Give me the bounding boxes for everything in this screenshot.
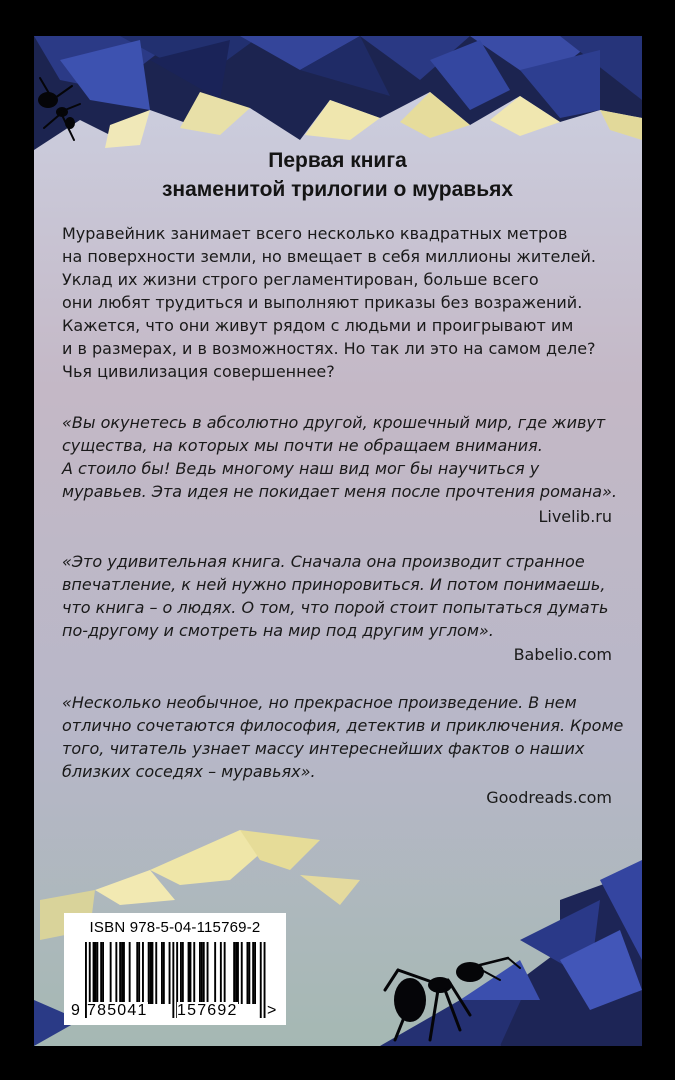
barcode-bar xyxy=(248,942,250,1004)
description-line: на поверхности земли, но вмещает в себя миллионы жителей. xyxy=(62,247,596,266)
barcode-bar xyxy=(142,942,144,1004)
barcode-bar xyxy=(121,942,123,1004)
barcode-bar xyxy=(199,942,201,1004)
heading-line-1: Первая книга xyxy=(268,149,407,172)
barcode-bar xyxy=(182,942,184,1004)
review-quote-3 xyxy=(62,691,622,783)
barcode-bar xyxy=(115,942,117,1004)
review-source-2: Babelio.com xyxy=(513,645,612,664)
barcode-bar xyxy=(102,942,104,1004)
heading-line-2: знаменитой трилогии о муравьях xyxy=(161,178,514,201)
barcode-digit-group-left: 785041 xyxy=(87,1002,148,1019)
barcode-quiet-zone-marker: > xyxy=(267,1002,278,1019)
barcode-lead-digit: 9 xyxy=(71,1002,82,1019)
barcode-bar xyxy=(254,942,256,1004)
description-line: Чья цивилизация совершеннее? xyxy=(62,362,335,381)
barcode-guard-bar xyxy=(172,942,174,1018)
barcode-bar xyxy=(207,942,209,1004)
barcode-bar xyxy=(233,942,235,1004)
barcode-bar xyxy=(161,942,163,1004)
barcode-bar xyxy=(93,942,95,1004)
barcode-bar xyxy=(201,942,203,1004)
quote-line: того, читатель узнает массу интереснейших фактов о наших xyxy=(62,739,585,758)
barcode-bar xyxy=(119,942,121,1004)
review-source-3: Goodreads.com xyxy=(486,788,612,807)
isbn-label: ISBN 978-5-04-115769-2 xyxy=(89,919,261,936)
barcode-bar xyxy=(152,942,154,1004)
quote-line: А стоило бы! Ведь многому наш вид мог бы научиться у xyxy=(62,459,540,478)
barcode-bar xyxy=(214,942,216,1004)
barcode-guard-bar xyxy=(260,942,262,1018)
quote-line: близких соседях – муравьях». xyxy=(62,762,316,781)
cover-heading xyxy=(0,146,675,204)
barcode-guard-bar xyxy=(264,942,266,1018)
barcode-bar xyxy=(241,942,243,1004)
barcode-bar xyxy=(163,942,165,1004)
barcode-bar xyxy=(188,942,190,1004)
barcode-bar xyxy=(100,942,102,1004)
barcode-bar xyxy=(237,942,239,1004)
review-quote-2 xyxy=(62,550,622,642)
barcode-bar xyxy=(123,942,125,1004)
barcode-bar xyxy=(247,942,249,1004)
barcode-bar xyxy=(129,942,131,1004)
quote-line: муравьев. Эта идея не покидает меня после прочтения романа». xyxy=(62,482,617,501)
quote-line: «Это удивительная книга. Сначала она производит странное xyxy=(62,552,585,571)
barcode-bar xyxy=(169,942,171,1004)
barcode-bar xyxy=(136,942,138,1004)
description-line: Уклад их жизни строго регламентирован, больше всего xyxy=(62,270,539,289)
barcode-bar xyxy=(110,942,112,1004)
review-quote-1 xyxy=(62,411,622,503)
quote-line: «Вы окунетесь в абсолютно другой, крошечный мир, где живут xyxy=(62,413,606,432)
description-line: Муравейник занимает всего несколько квадратных метров xyxy=(62,224,568,243)
quote-line: «Несколько необычное, но прекрасное произведение. В нем xyxy=(62,693,577,712)
description-line: они любят трудиться и выполняют приказы без возражений. xyxy=(62,293,583,312)
quote-line: что книга – о людях. О том, что порой стоит попытаться думать xyxy=(62,598,609,617)
barcode-bar xyxy=(235,942,237,1004)
barcode-bar xyxy=(224,942,226,1004)
barcode-bar xyxy=(155,942,157,1004)
barcode-bar xyxy=(148,942,150,1004)
barcode-bar xyxy=(150,942,152,1004)
barcode-bar xyxy=(203,942,205,1004)
quote-line: существа, на которых мы почти не обращаем внимания. xyxy=(62,436,543,455)
quote-line: по-другому и смотреть на мир под другим углом». xyxy=(62,621,494,640)
barcode-bar xyxy=(95,942,97,1004)
barcode-bar xyxy=(252,942,254,1004)
barcode-digit-group-right: 157692 xyxy=(177,1002,238,1019)
barcode-bar xyxy=(138,942,140,1004)
description-line: и в размерах, и в возможностях. Но так ли это на самом деле? xyxy=(62,339,596,358)
review-source-1: Livelib.ru xyxy=(538,507,612,526)
barcode-bar xyxy=(220,942,222,1004)
book-description xyxy=(62,222,622,383)
barcode-bar xyxy=(190,942,192,1004)
quote-line: впечатление, к ней нужно приноровиться. И потом понимаешь, xyxy=(62,575,606,594)
barcode-bar xyxy=(180,942,182,1004)
barcode-bar xyxy=(96,942,98,1004)
quote-line: отлично сочетаются философия, детектив и приключения. Кроме xyxy=(62,716,624,735)
barcode-bar xyxy=(193,942,195,1004)
isbn-barcode xyxy=(64,913,286,1025)
description-line: Кажется, что они живут рядом с людьми и проигрывают им xyxy=(62,316,574,335)
